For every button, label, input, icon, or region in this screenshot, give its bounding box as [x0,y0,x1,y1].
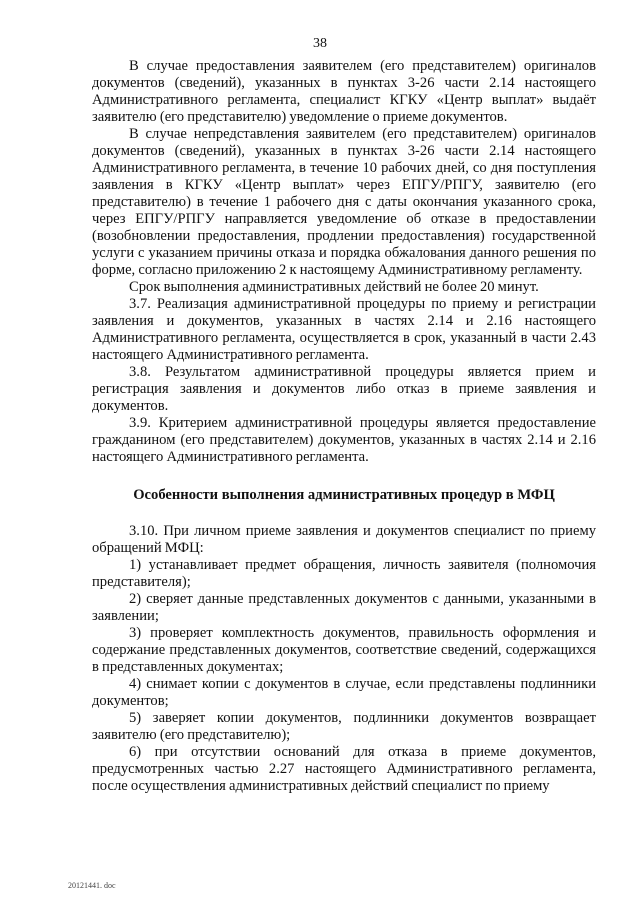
paragraph: 3.9. Критерием административной процедуры является предоставление гражданином (его представителем) документов, указанных в частях 2.14 и 2.16 настоящего Административного регламента. [92,415,596,465]
page-number: 38 [313,36,327,51]
list-item: 5) заверяет копии документов, подлинники документов возвращает заявителю (его представителю); [92,710,596,743]
footer-filename: 20121441. doc [68,881,116,890]
paragraph: 3.8. Результатом административной процедуры является прием и регистрация заявления и документов либо отказ в приеме заявления и документов. [92,364,596,414]
list-item: 3) проверяет комплектность документов, правильность оформления и содержание представленных документов, соответствие сведений, содержащихся в представленных документах; [92,625,596,675]
list-item: 1) устанавливает предмет обращения, личность заявителя (полномочия представителя); [92,557,596,590]
paragraph: 3.7. Реализация административной процедуры по приему и регистрации заявления и документов, указанных в частях 2.14 и 2.16 настоящего Административного регламента, осуществляется в срок, указанный в части 2.43 настоящего Административного регламента. [92,296,596,363]
paragraph: Срок выполнения административных действий не более 20 минут. [129,279,539,295]
paragraph: В случае непредставления заявителем (его представителем) оригиналов документов (сведений), указанных в пунктах 3-26 части 2.14 настоящего Административного регламента, в течение 10 рабочих дней, со дня поступления заявления в КГКУ «Центр выплат» через ЕПГУ/РПГУ, заявителю (его представителю) в течение 1 рабочего дня с даты окончания указанного срока, через ЕПГУ/РПГУ направляется уведомление об отказе в предоставлении (возобновлении предоставления, продлении предоставления) государственной услуги с указанием причины отказа и порядка обжалования данного решения по форме, согласно приложению 2 к настоящему Административному регламенту. [92,126,596,278]
list-item: 2) сверяет данные представленных документов с данными, указанными в заявлении; [92,591,596,624]
list-item: 4) снимает копии с документов в случае, если представлены подлинники документов; [92,676,596,709]
paragraph: 3.10. При личном приеме заявления и документов специалист по приему обращений МФЦ: [92,523,596,556]
list-item: 6) при отсутствии оснований для отказа в приеме документов, предусмотренных частью 2.27 настоящего Административного регламента, после осуществления административных действий специалист по приему [92,744,596,794]
section-heading: Особенности выполнения административных процедур в МФЦ [133,487,555,503]
paragraph: В случае предоставления заявителем (его представителем) оригиналов документов (сведений), указанных в пунктах 3-26 части 2.14 настоящего Административного регламента, специалист КГКУ «Центр выплат» выдаёт заявителю (его представителю) уведомление о приеме документов. [92,58,596,125]
document-body [92,58,596,795]
